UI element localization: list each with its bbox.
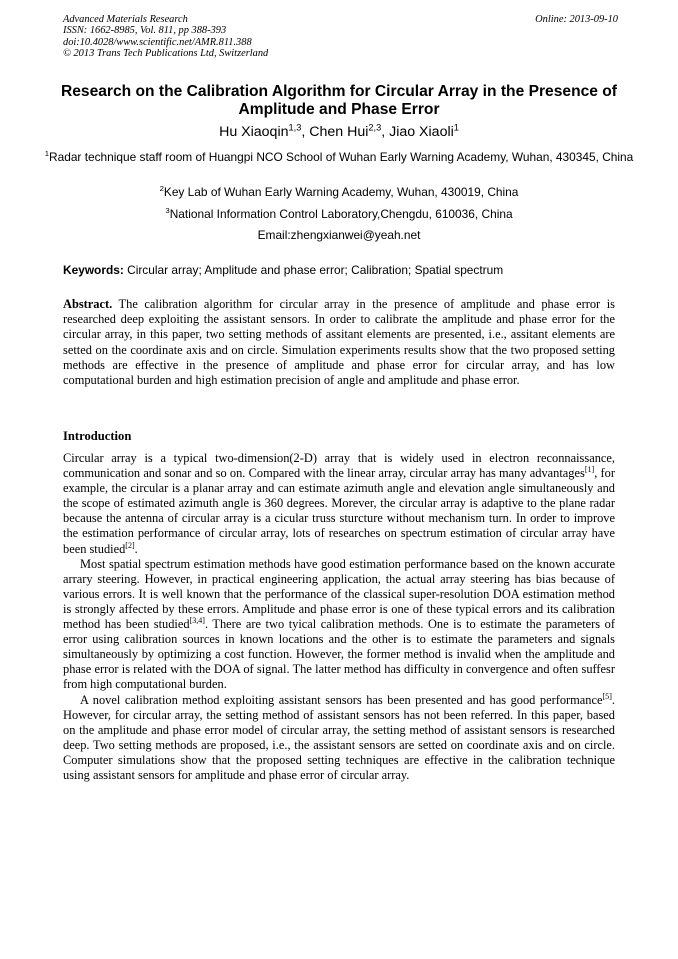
paper-title: Research on the Calibration Algorithm for Circular Array in the Presence of Amplitude and Phase Error [60,83,617,118]
abstract-text: The calibration algorithm for circular array in the presence of amplitude and phase error is researched deep exploiting the assistant sensors. In order to calibrate the amplitude and phase error for the circular array, in this paper, two setting methods of assitant elements are presented, i.e., assitant elements are setted on the coordinate axis and on circle. Simulation experiments results show that the two proposed setting methods are effective in the presence of amplitude and phase error for circular array, and has low computational burden and high estimation precision of angle and amplitude and phase error. [63,297,615,388]
section-heading-introduction: Introduction [63,429,132,443]
intro-paragraph-3: A novel calibration method exploiting assistant sensors has been presented and has good performance[5]. However, for circular array, the setting method of assistant sensors has not been referred. In this paper, based on the amplitude and phase error model of circular array, the setting method of assistant sensors is researched deep. Two setting methods are proposed, i.e., the assistant sensors are setted on coordinate axis and on circle. Computer simulations show that the proposed setting techniques are effective in the calibration technique using assistant sensors for amplitude and phase error of circular array. [63,691,615,782]
author-list [40,123,638,141]
introduction-body [63,451,615,783]
intro-paragraph-2: Most spatial spectrum estimation methods have good estimation performance based on the known accurate arrary steering. However, in practical engineering application, the actual array steering has bias because of various errors. It is well known that the performance of the classical super-resolution DOA estimation method is strongly affected by these errors. Amplitude and phase error is one of these typical errors and its calibration method has been studied[3,4]. There are two tyical calibration methods. One is to estimate the parameters of error using calibration sources in known locations and the other is to estimate the parameters and signals simultaneously by optimizing a cost function. However, the former method is invalid when the amplitude and phase error is related with the DOA of signal. The latter method has difficulty in convergence and often suffesr from high computational burden. [63,556,615,692]
keywords-text: Circular array; Amplitude and phase error; Calibration; Spatial spectrum [123,263,504,277]
affiliation-2: $^2$Key Lab of Wuhan Early Warning Academy, Wuhan, 430019, China [159,184,519,199]
email-line: Email:zhengxianwei@yeah.net [257,228,421,242]
issn-line: ISSN: 1662-8985, Vol. 811, pp 388-393 [63,25,227,37]
journal-name: Advanced Materials Research [63,14,188,25]
intro-paragraph-1: Circular array is a typical two-dimension(2-D) array that is widely used in electron reconnaissance, communication and sonar and so on. Compared with the linear array, circular array has many advantages[1], for example, the circular is a planar array and can estimate azimuth angle and elevation angle simultaneously and the scope of estimated azimuth angle is 360 degrees. Morever, the circular array is adaptive to the plane radar because the antenna of circular array is a cicular truss sturcture without mechanism turn. In order to improve the estimation performance of circular array, lots of researches on spectrum estimation of circular array have been studied[2]. [63,451,615,556]
citation: [5] [602,691,612,701]
author: Chen Hui$^{2,3}$, [309,122,390,140]
abstract-label: Abstract. [63,297,113,311]
copyright-line: © 2013 Trans Tech Publications Ltd, Switzerland [63,48,269,60]
citation: [2] [125,540,135,550]
journal-header [63,14,618,60]
citation: [1] [584,464,595,474]
online-date: Online: 2013-09-10 [535,14,618,25]
citation: [3,4] [189,615,205,625]
affiliation-1: $^1$Radar technique staff room of Huangpi NCO School of Wuhan Early Warning Academy, Wuhan, 430345, China [44,149,634,164]
keywords-label: Keywords: [63,263,124,277]
affiliation-3: $^3$National Information Control Laboratory,Chengdu, 610036, China [165,206,513,221]
author: Hu Xiaoqin$^{1,3}$, [219,122,310,140]
author: Jiao Xiaoli$^1$ [389,122,459,140]
keywords [63,262,618,278]
doi-line: doi:10.4028/www.scientific.net/AMR.811.388 [63,36,252,48]
abstract [63,297,615,388]
